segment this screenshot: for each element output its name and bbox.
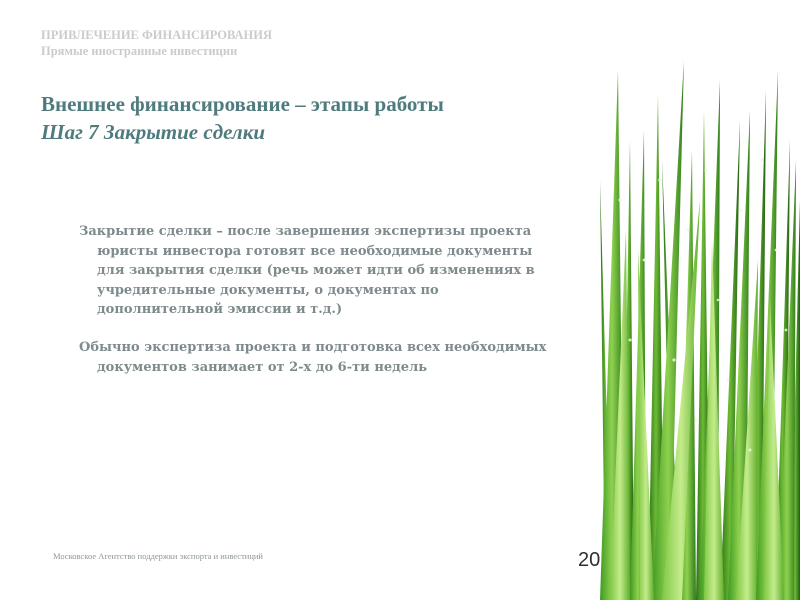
paragraph-line: юристы инвестора готовят все необходимые документы	[97, 243, 533, 259]
paragraph-line: учредительные документы, о документах по	[97, 282, 439, 298]
grass-photo	[600, 0, 800, 600]
page-number: 20	[578, 549, 601, 571]
paragraph-line: для закрытия сделки (речь может идти об изменениях в	[97, 263, 535, 279]
grass-image-icon	[600, 0, 800, 600]
slide-title: Внешнее финансирование – этапы работы	[41, 92, 444, 116]
paragraph-closing-deal	[79, 222, 599, 320]
subsection-label: Прямые иностранные инвестиции	[41, 44, 238, 58]
paragraph-line: Закрытие сделки – после завершения экспертизы проекта	[79, 224, 532, 239]
paragraph-line: Обычно экспертиза проекта и подготовка всех необходимых	[79, 339, 547, 355]
paragraph-line: дополнительной эмиссии и т.д.)	[97, 302, 343, 318]
slide-step-title: Шаг 7 Закрытие сделки	[41, 120, 266, 144]
slide-body	[79, 222, 599, 395]
paragraph-duration	[79, 338, 599, 377]
paragraph-line: документов занимает от 2-х до 6-ти недель	[97, 359, 428, 375]
section-label: ПРИВЛЕЧЕНИЕ ФИНАНСИРОВАНИЯ	[41, 28, 273, 42]
footer-agency: Московское Агентство поддержки экспорта и инвестиций	[53, 551, 263, 561]
title-block	[41, 90, 444, 146]
slide-header	[41, 27, 272, 59]
